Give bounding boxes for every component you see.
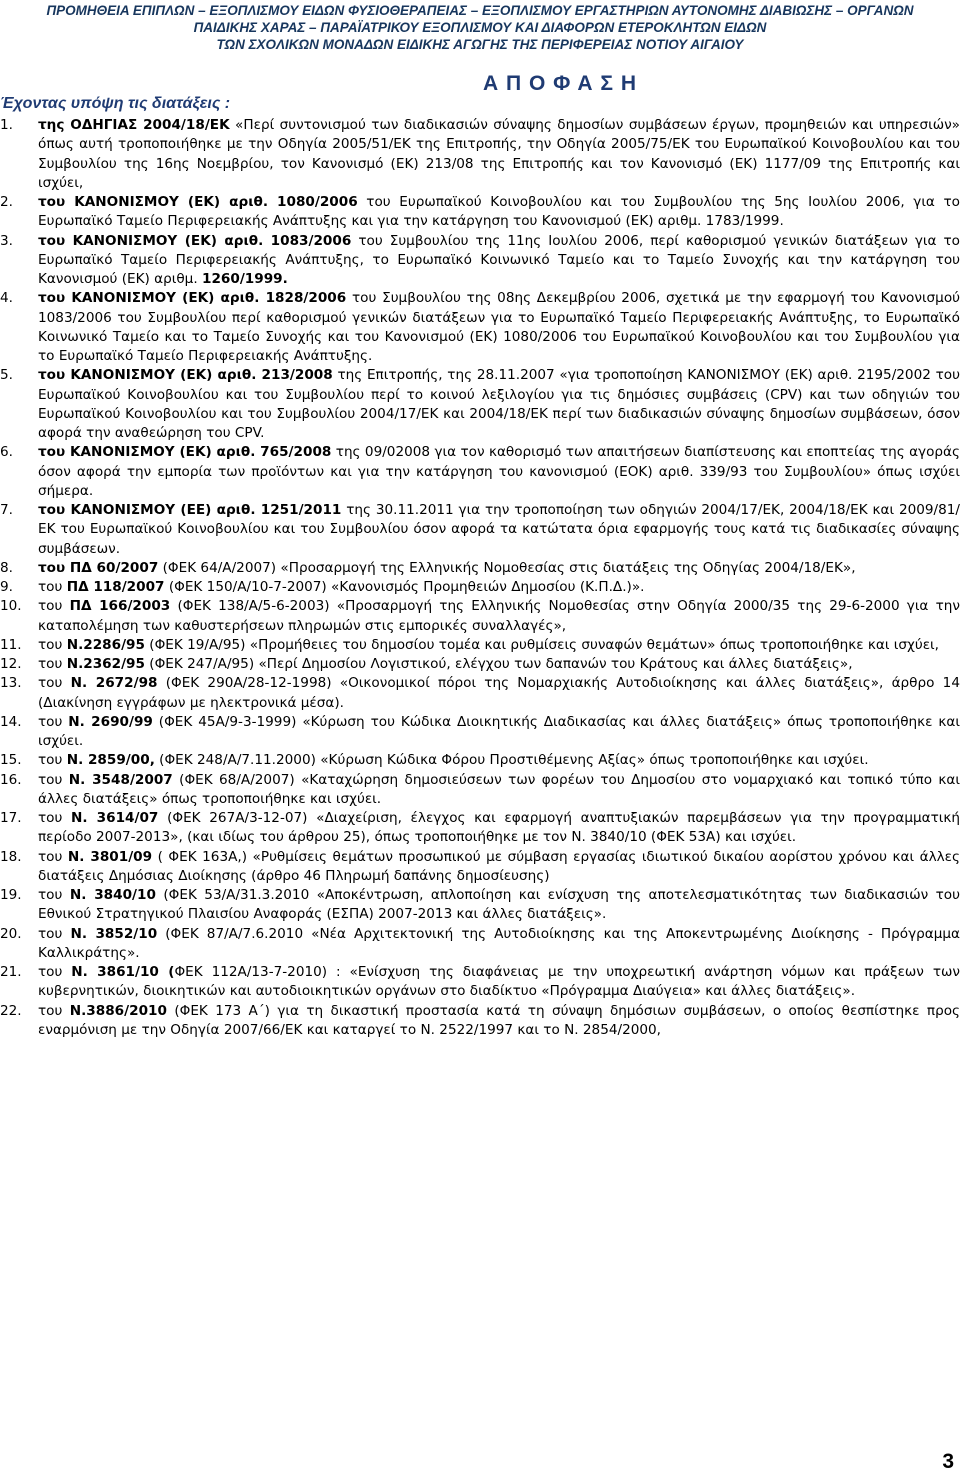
- item-text-run: του: [38, 713, 69, 730]
- item-number: 14.: [0, 713, 22, 730]
- item-text-run: της 30.11.2011 για την τροποποίηση των οδηγιών 2004/17/ΕΚ, 2004/18/ΕΚ και 2009/81/ΕΚ του Ευρωπαϊκού Κοινοβουλίου και του Συμβουλίου όσον αφορά τα κατώτατα όρια εφαρμογής τους κατά τις διαδικασίες σύναψης συμβάσεων.: [38, 502, 960, 557]
- item-text-run: του: [38, 1002, 70, 1019]
- item-text-run: του: [38, 810, 72, 826]
- list-item: [0, 443, 960, 501]
- item-text: [38, 289, 960, 366]
- item-number: 1.: [0, 117, 13, 133]
- list-item: [0, 578, 960, 597]
- item-number: 18.: [0, 848, 22, 865]
- item-number: 15.: [0, 752, 22, 769]
- item-text-run: ΦΕΚ 112Α/13-7-2010) : «Ενίσχυση της διαφάνειας με την υποχρεωτική ανάρτηση νόμων και πράξεων των κυβερνητικών, διοικητικών και αυτοδιοικητικών οργάνων στο διαδίκτυο «Πρόγραμμα Διαύγεια» και άλλες διατάξεις».: [38, 964, 960, 1000]
- list-item: [0, 501, 960, 559]
- item-text-run: (ΦΕΚ 45Α/9-3-1999) «Κύρωση του Κώδικα Διοικητικής Διαδικασίας και άλλες διατάξεις» όπως τροποποιήθηκε και ισχύει.: [38, 713, 960, 749]
- list-item: [0, 1002, 960, 1041]
- item-text-run: της Επιτροπής, της 28.11.2007 «για τροποποίηση ΚΑΝΟΝΙΣΜΟΥ (ΕΚ) αριθ. 2195/2002 του Ευρωπαϊκού Κοινοβουλίου και του Συμβουλίου περί το κοινού λεξιλογίου για τις δημόσιες συμβάσεις (CPV) και των οδηγιών του Ευρωπαϊκού Κοινοβουλίου και του Συμβουλίου 2004/17/ΕΚ και 2004/18/ΕΚ περί των διαδικασιών σύναψης δημοσίων συμβάσεων, όσον αφορά την αναθεώρηση του CPV.: [38, 367, 960, 441]
- legal-reference: Ν. 2859/00,: [66, 752, 155, 769]
- item-number: 12.: [0, 656, 22, 672]
- item-text-run: (ΦΕΚ 19/Α/95) «Προμήθειες του δημοσίου τομέα και ρυθμίσεις συναφών θεμάτων» όπως τροποποιήθηκε και ισχύει,: [144, 636, 939, 653]
- item-number: 3.: [0, 232, 13, 249]
- item-text-run: ( ΦΕΚ 163Α,) «Ρυθμίσεις θεμάτων προσωπικού με σύμβαση εργασίας ιδιωτικού δικαίου αορίστου χρόνου και άλλες διατάξεις Δημόσιας Διοίκησης (άρθρο 46 Πληρωμή δαπάνης δημοσίευσης): [38, 848, 960, 884]
- item-text-run: του: [38, 752, 67, 769]
- legal-reference: του ΚΑΝΟΝΙΣΜΟΥ (ΕΚ) αριθ. 1083/2006: [38, 232, 352, 249]
- legal-reference: Ν. 2690/99: [68, 713, 153, 730]
- item-number: 7.: [0, 502, 13, 518]
- legal-reference: του ΚΑΝΟΝΙΣΜΟΥ (ΕΕ) αριθ. 1251/2011: [38, 502, 342, 518]
- item-text: [38, 713, 960, 752]
- legal-reference: ΠΔ 118/2007: [66, 579, 165, 595]
- header-line-2: ΠΑΙΔΙΚΗΣ ΧΑΡΑΣ – ΠΑΡΑΪΑΤΡΙΚΟΥ ΕΞΟΠΛΙΣΜΟΥ ΚΑΙ ΔΙΑΦΟΡΩΝ ΕΤΕΡΟΚΛΗΤΩΝ ΕΙΔΩΝ: [193, 20, 767, 35]
- list-item: [0, 655, 960, 674]
- item-text: [38, 232, 960, 290]
- tender-header: [0, 2, 960, 53]
- legal-reference: Ν.2286/95: [66, 636, 145, 653]
- legal-reference: Ν.2362/95: [66, 656, 145, 672]
- list-item: [0, 713, 960, 752]
- intro-heading: Έχοντας υπόψη τις διατάξεις :: [0, 95, 231, 112]
- item-text-run: του: [38, 848, 68, 865]
- legal-reference: Ν. 3614/07: [71, 810, 159, 826]
- item-text-run: (ΦΕΚ 248/Α/7.11.2000) «Κύρωση Κώδικα Φόρου Προστιθέμενης Αξίας» όπως τροποποιήθηκε και ισχύει.: [154, 752, 869, 769]
- item-text: [38, 443, 960, 501]
- item-number: 11.: [0, 636, 22, 653]
- list-item: [0, 848, 960, 887]
- item-text-run: του Ευρωπαϊκού Κοινοβουλίου και του Συμβουλίου της 5ης Ιουλίου 2006, για το Ευρωπαϊκό Ταμείο Περιφερειακής Ανάπτυξης και για την κατάργηση του Κανονισμού (ΕΚ) αριθμ. 1783/1999.: [38, 194, 960, 230]
- list-item: [0, 232, 960, 290]
- list-item: [0, 751, 960, 770]
- item-text-run: (ΦΕΚ 173 Α΄) για τη δικαστική προστασία κατά τη σύναψη δημόσιων συμβάσεων, ο οποίος θεσπίστηκε προς εναρμόνιση με την Οδηγία 2007/66/ΕΚ και καταργεί το Ν. 2522/1997 και το Ν. 2854/2000,: [38, 1002, 960, 1038]
- item-text-run: (ΦΕΚ 68/Α/2007) «Καταχώρηση δημοσιεύσεων των φορέων του Δημοσίου στο νομαρχιακό και τοπικό τύπο και άλλες διατάξεις» όπως τροποποιήθηκε και ισχύει.: [38, 771, 960, 807]
- decision-title: Α Π Ο Φ Α Σ Η: [482, 72, 638, 95]
- item-number: 6.: [0, 444, 13, 461]
- provisions-list: [0, 116, 960, 1040]
- legal-reference: του ΚΑΝΟΝΙΣΜΟΥ (ΕΚ) αριθ. 1080/2006: [38, 194, 358, 210]
- item-text: [38, 1002, 960, 1041]
- item-number: 8.: [0, 559, 13, 576]
- item-text-run: (ΦΕΚ 150/Α/10-7-2007) «Κανονισμός Προμηθειών Δημοσίου (Κ.Π.Δ.)».: [164, 579, 645, 595]
- item-text-run: του Συμβουλίου της 08ης Δεκεμβρίου 2006, σχετικά με την εφαρμογή του Κανονισμού 1083/2006 του Συμβουλίου περί καθορισμού γενικών διατάξεων για το Ευρωπαϊκό Ταμείο Περιφερειακής Ανάπτυξης, το Ευρωπαϊκό Κοινωνικό Ταμείο και το Ταμείο Συνοχής και του Κανονισμού (ΕΚ) 1080/2006 του Ευρωπαϊκού Κοινοβουλίου και του Συμβουλίου για το Ευρωπαϊκό Ταμείο Περιφερειακής Ανάπτυξης.: [38, 290, 960, 364]
- item-text-run: του: [38, 771, 69, 788]
- item-number: 16.: [0, 771, 22, 788]
- item-text: [38, 655, 960, 674]
- item-text-run: του: [38, 579, 67, 595]
- legal-reference: Ν.3886/2010: [69, 1002, 167, 1019]
- item-text-run: της 09/02008 για τον καθορισμό των απαιτήσεων διαπίστευσης και εποπτείας της αγοράς όσον αφορά την εμπορία των προϊόντων και για την κατάργηση του κανονισμού (ΕΟΚ) αριθ. 339/93 του Συμβουλίου» όπως ισχύει σήμερα.: [38, 444, 960, 499]
- item-text: [38, 674, 960, 713]
- legal-reference: του ΚΑΝΟΝΙΣΜΟΥ (ΕΚ) αριθ. 1828/2006: [38, 290, 347, 307]
- item-text: [38, 925, 960, 964]
- legal-reference: του ΚΑΝΟΝΙΣΜΟΥ (ΕΚ) αριθ. 765/2008: [38, 444, 332, 461]
- item-number: 2.: [0, 194, 13, 210]
- item-text-run: (ΦΕΚ 87/Α/7.6.2010 «Νέα Αρχιτεκτονική της Αυτοδιοίκησης και της Αποκεντρωμένης Διοίκησης - Πρόγραμμα Καλλικράτης».: [38, 925, 960, 961]
- item-number: 19.: [0, 887, 22, 903]
- list-item: [0, 809, 960, 848]
- item-text-run: (ΦΕΚ 290Α/28-12-1998) «Οικονομικοί πόροι της Νομαρχιακής Αυτοδιοίκησης και άλλες διατάξεις», άρθρο 14 (Διακίνηση εγγράφων με ηλεκτρονικά μέσα).: [38, 675, 960, 711]
- list-item: [0, 925, 960, 964]
- item-number: 9.: [0, 579, 13, 595]
- legal-reference: Ν. 3801/09: [67, 848, 153, 865]
- page-number: 3: [942, 1450, 954, 1473]
- legal-reference: Ν. 3548/2007: [68, 771, 173, 788]
- item-text: [38, 809, 960, 848]
- item-text: [38, 886, 960, 925]
- item-number: 13.: [0, 675, 22, 692]
- list-item: [0, 116, 960, 193]
- list-item: [0, 771, 960, 810]
- list-item: [0, 193, 960, 232]
- legal-reference: Ν. 2672/98: [70, 675, 158, 692]
- list-item: [0, 366, 960, 443]
- item-text: [38, 116, 960, 193]
- list-item: [0, 886, 960, 925]
- item-text-run: του: [38, 656, 67, 672]
- item-text-run: του Συμβουλίου της 11ης Ιουλίου 2006, περί καθορισμού γενικών διατάξεων για το Ευρωπαϊκό Ταμείο Περιφερειακής Ανάπτυξης, το Ευρωπαϊκό Κοινωνικό Ταμείο και το Ταμείο Συνοχής και την κατάργηση του Κανονισμού (ΕΚ) αριθμ.: [38, 232, 960, 287]
- item-text: [38, 501, 960, 559]
- item-text-run: του: [38, 887, 70, 903]
- item-text: [38, 751, 960, 770]
- list-item: [0, 289, 960, 366]
- item-number: 21.: [0, 964, 22, 980]
- item-number: 10.: [0, 598, 22, 615]
- legal-reference: Ν. 3852/10: [70, 925, 158, 942]
- item-text-run: (ΦΕΚ 267Α/3-12-07) «Διαχείριση, έλεγχος και εφαρμογή αναπτυξιακών παρεμβάσεων για την προγραμματική περίοδο 2007-2013», (και ιδίως του άρθρου 25), όπως τροποποιήθηκε με τον Ν. 3840/10 (ΦΕΚ 53Α) και ισχύει.: [38, 810, 960, 846]
- header-line-1: ΠΡΟΜΗΘΕΙΑ ΕΠΙΠΛΩΝ – ΕΞΟΠΛΙΣΜΟΥ ΕΙΔΩΝ ΦΥΣΙΟΘΕΡΑΠΕΙΑΣ – ΕΞΟΠΛΙΣΜΟΥ ΕΡΓΑΣΤΗΡΙΩΝ ΑΥΤΟΝΟΜΗΣ ΔΙΑΒΙΩΣΗΣ – ΟΡΓΑΝΩΝ: [46, 3, 914, 18]
- item-text-run: του: [38, 598, 70, 615]
- item-text: [38, 771, 960, 810]
- legal-reference: 1260/1999.: [201, 271, 288, 287]
- item-text-run: (ΦΕΚ 64/Α/2007) «Προσαρμογή της Ελληνικής Νομοθεσίας στις διατάξεις της Οδηγίας 2004/18/ΕΚ»,: [158, 559, 856, 576]
- item-text-run: «Περί συντονισμού των διαδικασιών σύναψης δημοσίων συμβάσεων έργων, προμηθειών και υπηρεσιών» όπως αυτή τροποποιήθηκε με την Οδηγία 2005/51/ΕΚ της Επιτροπής, την Οδηγία 2005/75/ΕΚ του Ευρωπαϊκού Κοινοβουλίου και του Συμβουλίου της 16ης Νοεμβρίου, τον Κανονισμό (ΕΚ) 213/08 της Επιτροπής και τον Κανονισμό (ΕΚ) 1177/09 της Επιτροπής και ισχύει,: [38, 117, 960, 191]
- list-item: [0, 559, 960, 578]
- item-text: [38, 963, 960, 1002]
- list-item: [0, 597, 960, 636]
- list-item: [0, 674, 960, 713]
- legal-reference: Ν. 3861/10 (: [71, 964, 175, 980]
- item-number: 20.: [0, 925, 22, 942]
- item-text: [38, 559, 960, 578]
- item-text-run: του: [38, 636, 67, 653]
- item-text-run: του: [38, 964, 72, 980]
- item-text: [38, 366, 960, 443]
- item-text: [38, 578, 960, 597]
- item-text-run: του: [38, 925, 71, 942]
- item-text: [38, 848, 960, 887]
- item-number: 4.: [0, 290, 13, 307]
- item-text: [38, 636, 960, 655]
- item-text-run: (ΦΕΚ 247/Α/95) «Περί Δημοσίου Λογιστικού, ελέγχου των δαπανών του Κράτους και άλλες διατάξεις»,: [144, 656, 853, 672]
- legal-reference: ΠΔ 166/2003: [69, 598, 171, 615]
- item-number: 17.: [0, 810, 22, 826]
- item-text: [38, 597, 960, 636]
- legal-reference: του ΚΑΝΟΝΙΣΜΟΥ (ΕΚ) αριθ. 213/2008: [38, 367, 333, 384]
- legal-reference: του ΠΔ 60/2007: [38, 559, 159, 576]
- legal-reference: της ΟΔΗΓΙΑΣ 2004/18/ΕΚ: [38, 117, 230, 133]
- item-text: [38, 193, 960, 232]
- header-line-3: ΤΩΝ ΣΧΟΛΙΚΩΝ ΜΟΝΑΔΩΝ ΕΙΔΙΚΗΣ ΑΓΩΓΗΣ ΤΗΣ ΠΕΡΙΦΕΡΕΙΑΣ ΝΟΤΙΟΥ ΑΙΓΑΙΟΥ: [216, 37, 744, 52]
- item-number: 5.: [0, 367, 13, 384]
- item-text-run: (ΦΕΚ 138/Α/5-6-2003) «Προσαρμογή της Ελληνικής Νομοθεσίας στην Οδηγία 2000/35 της 29-6-2000 για την καταπολέμηση των καθυστερήσεων πληρωμών στις εμπορικές συναλλαγές»,: [38, 598, 960, 634]
- item-text-run: (ΦΕΚ 53/Α/31.3.2010 «Αποκέντρωση, απλοποίηση και ενίσχυση της αποτελεσματικότητας των διαδικασιών του Εθνικού Στρατηγικού Πλαισίου Αναφοράς (ΕΣΠΑ) 2007-2013 και άλλες διατάξεις».: [38, 887, 960, 923]
- item-number: 22.: [0, 1002, 22, 1019]
- list-item: [0, 963, 960, 1002]
- item-text-run: του: [38, 675, 71, 692]
- list-item: [0, 636, 960, 655]
- legal-reference: Ν. 3840/10: [69, 887, 156, 903]
